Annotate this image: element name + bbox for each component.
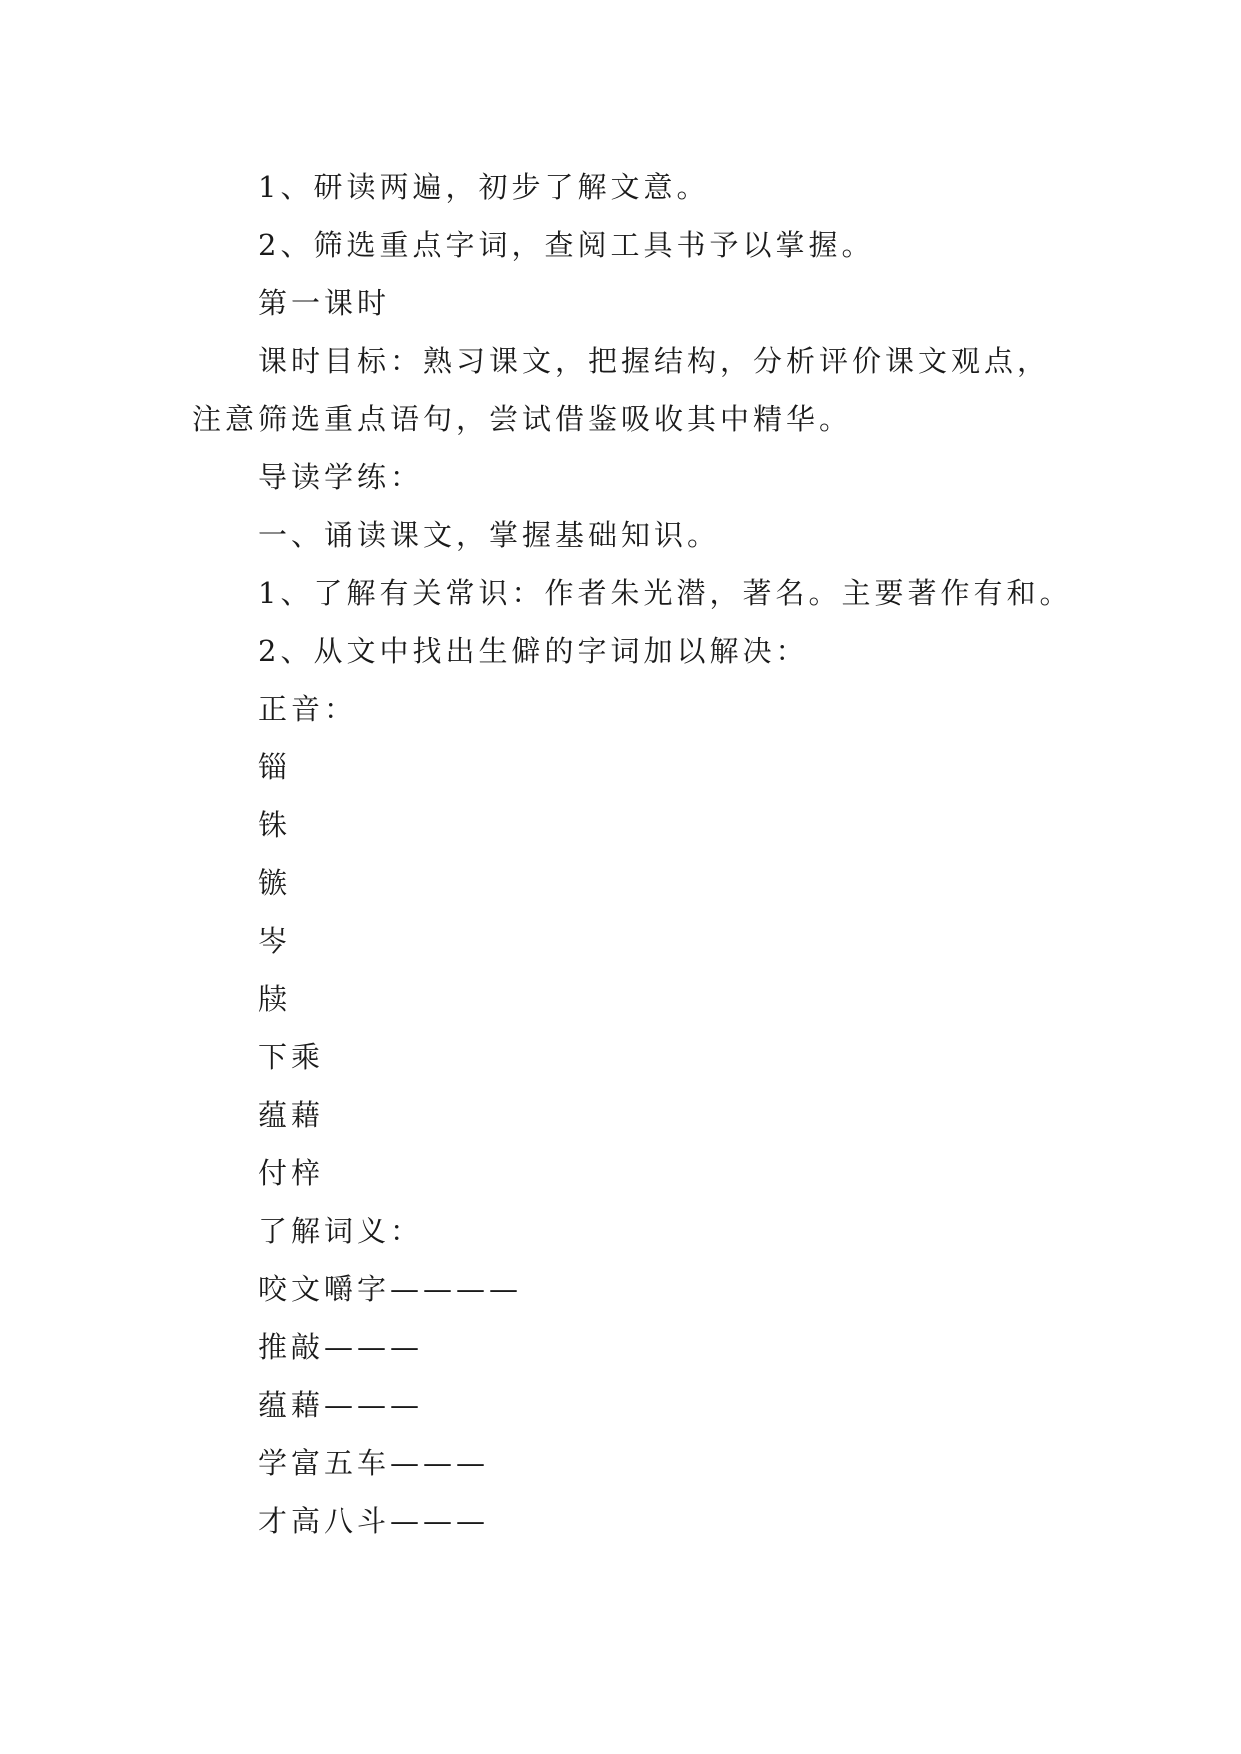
word-entry: 铢 bbox=[258, 808, 292, 842]
section-one-heading: 一、诵读课文，掌握基础知识。 bbox=[258, 518, 721, 552]
word-entry: 付梓 bbox=[258, 1156, 325, 1190]
pronunciation-heading: 正音： bbox=[258, 692, 358, 726]
document-body bbox=[192, 158, 1092, 1550]
meaning-entry: 咬文嚼字———— bbox=[258, 1272, 523, 1306]
word-entry: 镞 bbox=[258, 866, 292, 900]
item-rare-words: 2、从文中找出生僻的字词加以解决： bbox=[258, 634, 809, 668]
meaning-entry: 学富五车——— bbox=[258, 1446, 490, 1480]
step-read-twice: 1、研读两遍，初步了解文意。 bbox=[258, 170, 710, 204]
word-entry: 牍 bbox=[258, 982, 292, 1016]
word-entry: 锱 bbox=[258, 750, 292, 784]
item-background-knowledge: 1、了解有关常识：作者朱光潜，著名。主要著作有和。 bbox=[258, 576, 1073, 610]
lesson-objective-line-1: 课时目标：熟习课文，把握结构，分析评价课文观点， bbox=[258, 344, 1051, 378]
word-entry: 岑 bbox=[258, 924, 292, 958]
word-entry: 蕴藉 bbox=[258, 1098, 325, 1132]
lesson-objective-line-2: 注意筛选重点语句，尝试借鉴吸收其中精华。 bbox=[192, 402, 853, 436]
meaning-entry: 才高八斗——— bbox=[258, 1504, 490, 1538]
word-entry: 下乘 bbox=[258, 1040, 325, 1074]
guided-practice-heading: 导读学练： bbox=[258, 460, 424, 494]
meaning-heading: 了解词义： bbox=[258, 1214, 424, 1248]
meaning-entry: 蕴藉——— bbox=[258, 1388, 424, 1422]
step-select-keywords: 2、筛选重点字词，查阅工具书予以掌握。 bbox=[258, 228, 875, 262]
meaning-entry: 推敲——— bbox=[258, 1330, 424, 1364]
lesson-heading: 第一课时 bbox=[258, 286, 391, 320]
